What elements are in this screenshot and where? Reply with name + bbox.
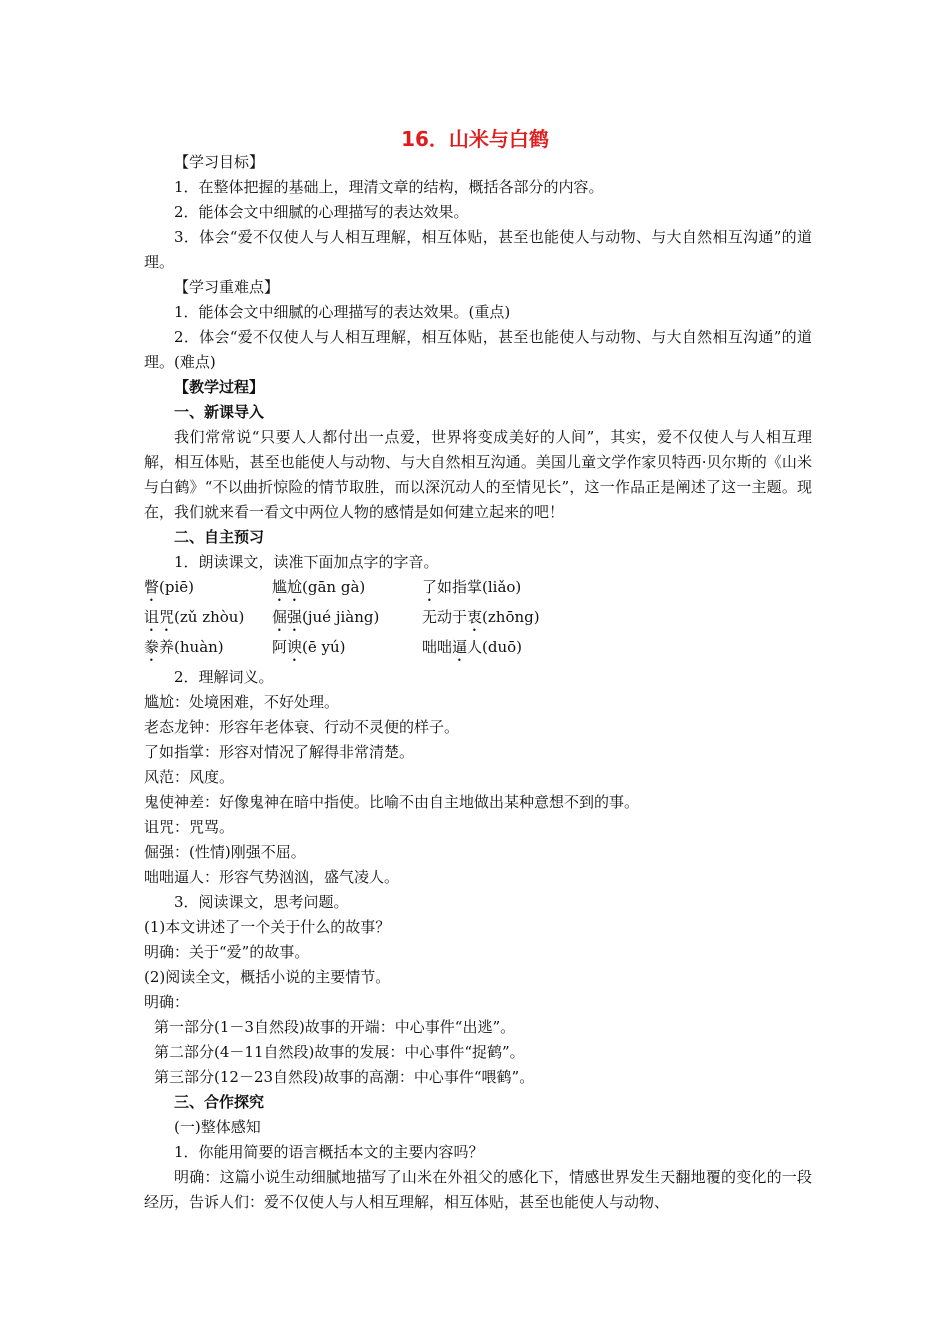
- pronunciation-row: [144, 635, 812, 665]
- pronunciation-item: 无动于衷(zhōng): [422, 608, 540, 626]
- objective-item: 2．能体会文中细腻的心理描写的表达效果。: [174, 203, 469, 221]
- question: 1．你能用简要的语言概括本文的主要内容吗？: [174, 1143, 484, 1161]
- intro-paragraph: 我们常常说“只要人人都付出一点爱，世界将变成美好的人间”，其实，爱不仅使人与人相互理解，相互体贴，甚至也能使人与动物、与大自然相互沟通。美国儿童文学作家贝特西·贝尔斯的《山米与白鹤》“不以曲折惊险的情节取胜，而以深沉动人的至情见长”，这一作品正是阐述了这一主题。现在，我们就来看一看文中两位人物的感情是如何建立起来的吧！: [144, 428, 812, 521]
- pronunciation-item: 瞥(piē): [144, 578, 194, 596]
- section-heading: 一、新课导入: [174, 403, 265, 421]
- document-body: [144, 150, 812, 1215]
- sub-question: (2)阅读全文，概括小说的主要情节。: [144, 968, 391, 986]
- pronunciation-item: 尴尬(gān gà): [272, 578, 366, 596]
- vocab-item: 风范：风度。: [144, 768, 235, 786]
- answer: 明确：: [144, 993, 190, 1011]
- objective-item: 1．在整体把握的基础上，理清文章的结构，概括各部分的内容。: [174, 178, 604, 196]
- pronunciation-item: 阿谀(ē yú): [272, 638, 346, 656]
- question: 1．朗读课文，读准下面加点字的字音。: [174, 553, 439, 571]
- pronunciation-row: [144, 575, 812, 605]
- vocab-item: 尴尬：处境困难，不好处理。: [144, 693, 340, 711]
- pronunciation-row: [144, 605, 812, 635]
- keypoint-item: 2．体会“爱不仅使人与人相互理解，相互体贴，甚至也能使人与动物、与大自然相互沟通”的道理。(难点): [144, 328, 812, 371]
- objectives-heading: 【学习目标】: [174, 153, 265, 171]
- pronunciation-item: 诅咒(zǔ zhòu): [144, 608, 245, 626]
- pronunciation-item: 咄咄逼人(duō): [422, 638, 523, 656]
- answer: 明确：关于“爱”的故事。: [144, 943, 310, 961]
- pronunciation-item: 倔强(jué jiàng): [272, 608, 380, 626]
- pronunciation-item: 了如指掌(liǎo): [422, 578, 522, 596]
- vocab-item: 老态龙钟：形容年老体衰、行动不灵便的样子。: [144, 718, 460, 736]
- answer-paragraph: 明确：这篇小说生动细腻地描写了山米在外祖父的感化下，情感世界发生天翻地覆的变化的一段经历，告诉人们：爱不仅使人与人相互理解，相互体贴，甚至也能使人与动物、: [144, 1168, 812, 1211]
- vocab-item: 诅咒：咒骂。: [144, 818, 235, 836]
- keypoint-item: 1．能体会文中细腻的心理描写的表达效果。(重点): [174, 303, 511, 321]
- vocab-item: 咄咄逼人：形容气势汹汹，盛气凌人。: [144, 868, 400, 886]
- pronunciation-item: 豢养(huàn): [144, 638, 224, 656]
- vocab-item: 了如指掌：形容对情况了解得非常清楚。: [144, 743, 415, 761]
- keypoints-heading: 【学习重难点】: [174, 278, 280, 296]
- plot-part: 第一部分(1－3自然段)故事的开端：中心事件“出逃”。: [154, 1018, 516, 1036]
- plot-part: 第二部分(4－11自然段)故事的发展：中心事件“捉鹤”。: [154, 1043, 525, 1061]
- process-heading: 【教学过程】: [174, 378, 265, 396]
- section-heading: 三、合作探究: [174, 1093, 265, 1111]
- objective-item: 3．体会“爱不仅使人与人相互理解，相互体贴，甚至也能使人与动物、与大自然相互沟通”的道理。: [144, 228, 812, 271]
- section-heading: 二、自主预习: [174, 528, 265, 546]
- vocab-item: 鬼使神差：好像鬼神在暗中指使。比喻不由自主地做出某种意想不到的事。: [144, 793, 640, 811]
- plot-part: 第三部分(12－23自然段)故事的高潮：中心事件“喂鹤”。: [154, 1068, 535, 1086]
- pronunciation-table: [144, 575, 812, 665]
- question: 2．理解词义。: [174, 668, 274, 686]
- page-title: 16．山米与白鹤: [401, 127, 549, 151]
- vocab-item: 倔强：(性情)刚强不屈。: [144, 843, 306, 861]
- question: 3．阅读课文，思考问题。: [174, 893, 349, 911]
- sub-question: (1)本文讲述了一个关于什么的故事？: [144, 918, 391, 936]
- subsection-heading: (一)整体感知: [174, 1118, 261, 1136]
